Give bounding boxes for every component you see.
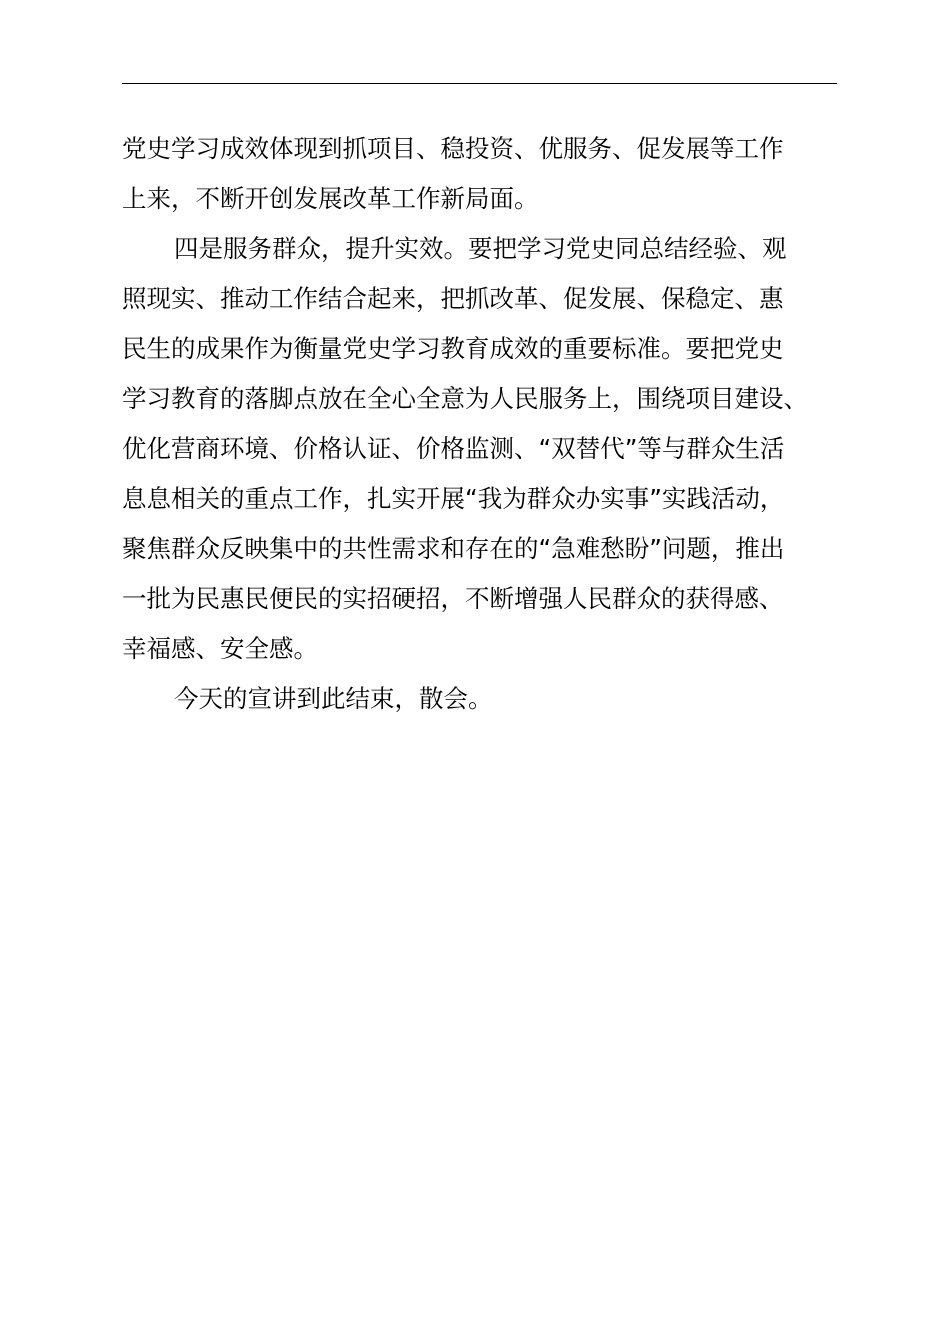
paragraph-line: 息息相关的重点工作，扎实开展“我为群众办实事”实践活动， (122, 484, 785, 513)
paragraph-line: 一批为民惠民便民的实招硬招，不断增强人民群众的获得感、 (122, 584, 784, 613)
paragraph-line: 党史学习成效体现到抓项目、稳投资、优服务、促发展等工作 (122, 134, 784, 163)
document-body (122, 124, 852, 724)
paragraph-line: 聚焦群众反映集中的共性需求和存在的“急难愁盼”问题，推出 (122, 534, 785, 563)
paragraph-line: 照现实、推动工作结合起来，把抓改革、促发展、保稳定、惠 (122, 284, 784, 313)
paragraph-3 (122, 674, 852, 724)
header-rule (122, 83, 837, 84)
paragraph-2 (122, 224, 852, 674)
paragraph-line: 民生的成果作为衡量党史学习教育成效的重要标准。要把党史 (122, 334, 784, 363)
paragraph-line: 优化营商环境、价格认证、价格监测、“双替代”等与群众生活 (122, 434, 785, 463)
paragraph-line: 今天的宣讲到此结束，散会。 (174, 684, 493, 713)
paragraph-line: 上来，不断开创发展改革工作新局面。 (122, 184, 539, 213)
paragraph-1 (122, 124, 852, 224)
paragraph-line: 学习教育的落脚点放在全心全意为人民服务上，围绕项目建设、 (122, 384, 808, 413)
paragraph-line: 四是服务群众，提升实效。要把学习党史同总结经验、观 (174, 234, 787, 263)
paragraph-line: 幸福感、安全感。 (122, 634, 318, 663)
